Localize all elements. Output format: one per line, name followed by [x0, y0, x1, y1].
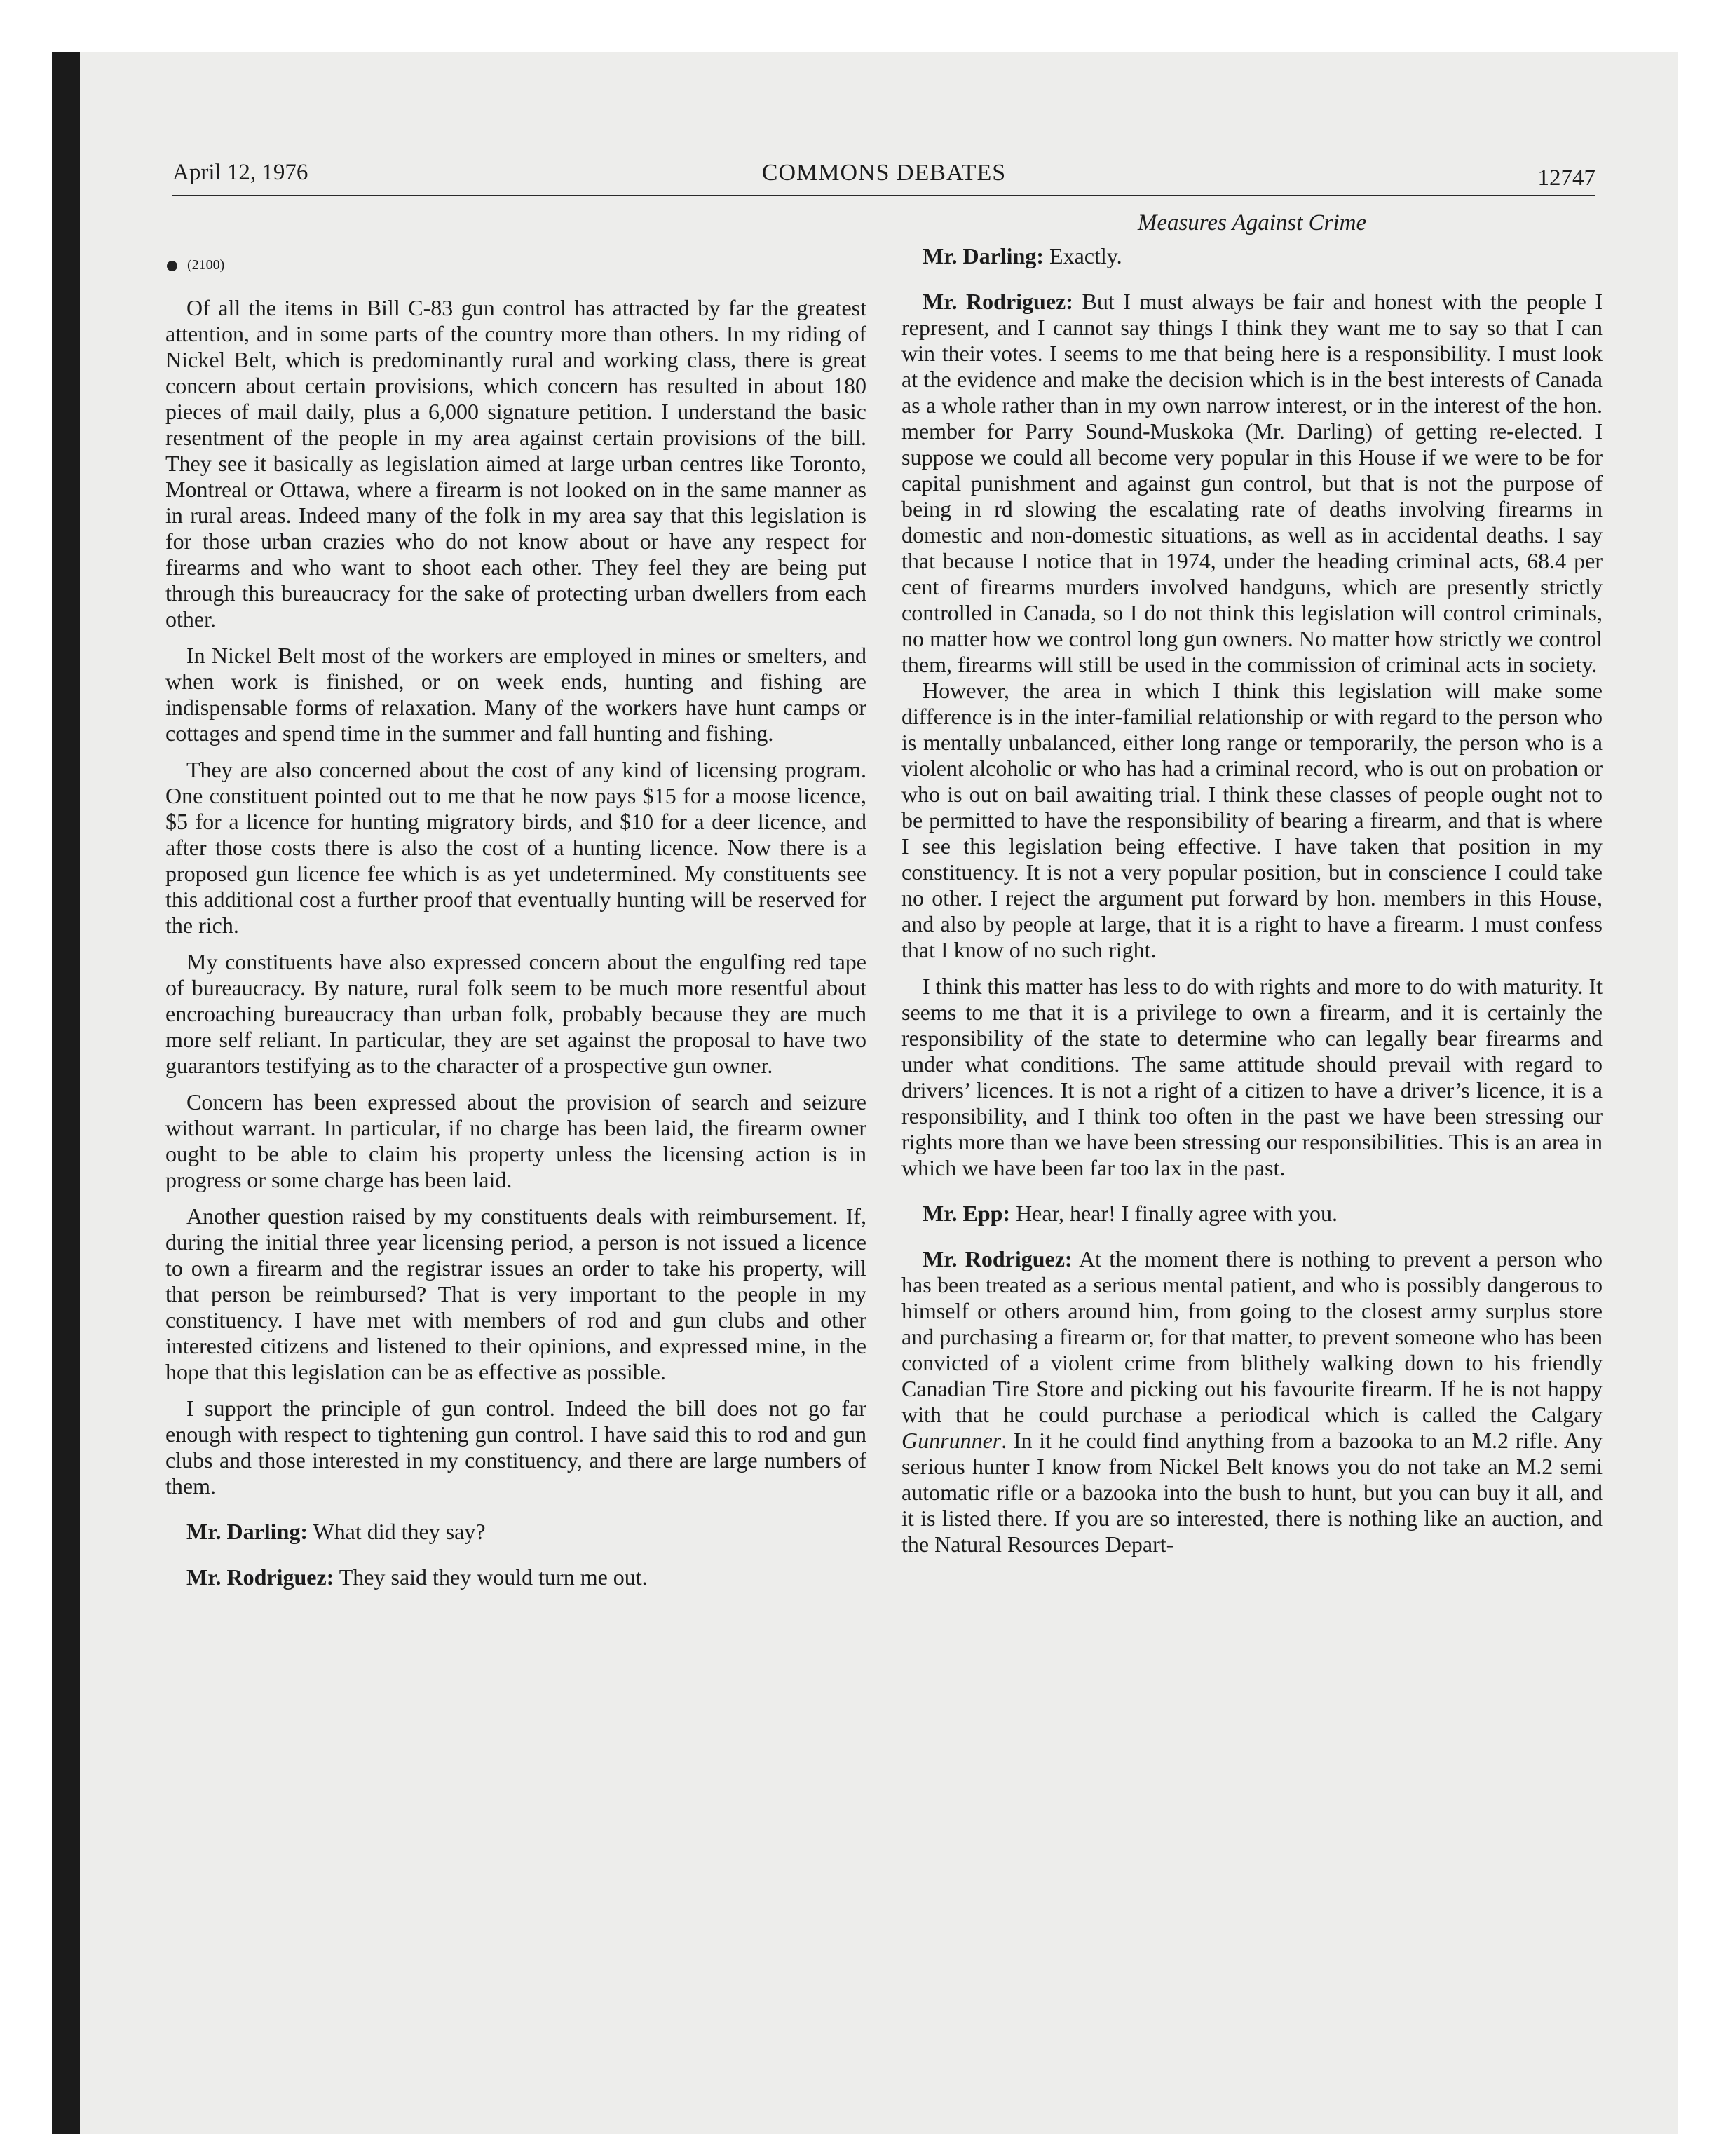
right-column — [901, 210, 1603, 1557]
speaker-name: Mr. Rodriguez: — [923, 289, 1073, 314]
paragraph: They are also concerned about the cost of any kind of licensing program. One constituent pointed out to me that he now pays $15 for a moose licence, $5 for a licence for hunting migratory birds, and $10 for a deer licence, and after those costs there is also the cost of a hunting licence. Now there is a proposed gun licence fee which is as yet undetermined. My constituents see this additional cost a further proof that eventually hunting will be reserved for the rich. — [165, 757, 866, 938]
speaker-name: Mr. Rodriguez: — [186, 1564, 334, 1590]
speech-text: At the moment there is nothing to prevent a person who has been treated as a serious mental patient, and who is possibly dangerous to himself or others around him, from going to the closest army surplus store and purchasing a firearm or, for that matter, to prevent someone who has been convicted of a violent crime from blithely walking down to his friendly Canadian Tire Store and picking out his favourite firearm. If he is not happy with that he could purchase a periodical which is called the Calgary — [901, 1246, 1603, 1427]
section-title: Measures Against Crime — [1137, 210, 1367, 236]
paragraph: In Nickel Belt most of the workers are employed in mines or smelters, and when work is finished, or on week ends, hunting and fishing are indispensable forms of relaxation. Many of the workers have hunt camps or cottages and spend time in the summer and fall hunting and fishing. — [165, 643, 866, 746]
paragraph: Of all the items in Bill C-83 gun control has attracted by far the greatest attention, and in some parts of the country more than others. In my riding of Nickel Belt, which is predominantly rural and working class, there is great concern about certain provisions, which concern has resulted in about 180 pieces of mail daily, plus a 6,000 signature petition. I understand the basic resentment of the people in my area against certain provisions of the bill. They see it basically as legislation aimed at large urban centres like Toronto, Montreal or Ottawa, where a firearm is not looked on in the same manner as in rural areas. Indeed many of the folk in my area say that this legislation is for those urban crazies who do not know about or have any respect for firearms and who want to shoot each other. They feel they are being put through this bureaucracy for the sake of protecting urban dwellers from each other. — [165, 295, 866, 632]
paragraph: My constituents have also expressed concern about the engulfing red tape of bureaucracy. By nature, rural folk seem to be much more resentful about encroaching bureaucracy than urban folk, probably because they are much more self reliant. In particular, they are set against the proposal to have two guarantors testifying as to the character of a prospective gun owner. — [165, 949, 866, 1078]
speaker-name: Mr. Darling: — [186, 1519, 308, 1544]
header-title: COMMONS DEBATES — [761, 160, 1007, 186]
header-date: April 12, 1976 — [172, 160, 308, 185]
left-column — [165, 210, 866, 1590]
paragraph: I think this matter has less to do with rights and more to do with maturity. It seems to me that it is a privilege to own a firearm, and it is certainly the responsibility of the state to determine who can legally bear firearms and under what conditions. The same attitude should prevail with regard to drivers’ licences. It is not a right of a citizen to have a driver’s licence, it is a responsibility, and I think too often in the past we have been stressing our rights more than we have been stressing our responsibilities. This is an area in which we have been far too lax in the past. — [901, 974, 1603, 1180]
speech-text: Hear, hear! I finally agree with you. — [1016, 1201, 1338, 1226]
speaker-name: Mr. Rodriguez: — [923, 1246, 1073, 1271]
time-marker-text: (2100) — [187, 257, 225, 273]
speech-epp — [901, 1201, 1603, 1227]
speech-darling — [901, 243, 1603, 269]
header-page-number: 12747 — [1537, 165, 1595, 191]
paragraph: Another question raised by my constituents deals with reimbursement. If, during the initial three year licensing period, a person is not issued a licence to own a firearm and the registrar issues an order to take his property, will that person be reimbursed? That is very important to the people in my constituency. I have met with members of rod and gun clubs and other interested citizens and listened to their opinions, and expressed mine, in the hope that this legislation can be as effective as possible. — [165, 1203, 866, 1384]
speech-rodriguez — [901, 289, 1603, 678]
speech-text: Exactly. — [1049, 243, 1122, 268]
speaker-name: Mr. Epp: — [923, 1201, 1011, 1226]
speech-text: They said they would turn me out. — [339, 1564, 648, 1590]
speech-rodriguez — [165, 1564, 866, 1590]
binding-edge — [52, 52, 80, 2134]
time-marker — [167, 252, 866, 278]
bullet-icon — [167, 261, 177, 271]
periodical-title: Gunrunner — [901, 1428, 1002, 1453]
speaker-name: Mr. Darling: — [923, 243, 1045, 268]
paragraph: I support the principle of gun control. Indeed the bill does not go far enough with respect to tightening gun control. I have said this to rod and gun clubs and those interested in my constituency, and there are large numbers of them. — [165, 1396, 866, 1499]
page-header — [172, 160, 1595, 196]
paragraph: Concern has been expressed about the provision of search and seizure without warrant. In particular, if no charge has been laid, the firearm owner ought to be able to claim his property unless the licensing action is in progress or some charge has been laid. — [165, 1089, 866, 1192]
speech-text: What did they say? — [313, 1519, 486, 1544]
speech-text: But I must always be fair and honest with the people I represent, and I cannot say things I think they want me to say so that I can win their votes. I seems to me that being here is a responsibility. I must look at the evidence and make the decision which is in the best interests of Canada as a whole rather than in my own narrow interest, or in the interest of the hon. member for Parry Sound-Muskoka (Mr. Darling) of getting re-elected. I suppose we could all become very popular in this House if we were to be for capital punishment and against gun control, but that is not the purpose of being in rd slowing the escalating rate of deaths involving firearms in domestic and non-domestic situations, as well as in accidental deaths. I say that because I notice that in 1974, under the heading criminal acts, 68.4 per cent of firearms murders involved handguns, which are presently strictly controlled in Canada, so I do not think this legislation will control criminals, no matter how we control long gun owners. No matter how strictly we control them, firearms will still be used in the commission of criminal acts in society. — [901, 289, 1603, 677]
speech-text: . In it he could find anything from a bazooka to an M.2 rifle. Any serious hunter I know from Nickel Belt knows you do not take an M.2 semi automatic rifle or a bazooka into the bush to hunt, but you can buy it all, and it is listed there. If you are so interested, there is nothing like an auction, and the Natural Resources Depart- — [901, 1428, 1603, 1557]
speech-darling — [165, 1519, 866, 1545]
speech-rodriguez — [901, 1246, 1603, 1557]
paragraph: However, the area in which I think this legislation will make some difference is in the inter-familial relationship or with regard to the person who is mentally unbalanced, either long range or temporarily, the person who is a violent alcoholic or who has had a criminal record, who is out on probation or who is out on bail awaiting trial. I think these classes of people ought not to be permitted to have the responsibility of bearing a firearm, and that is where I see this legislation being effective. I have taken that position in my constituency. It is not a very popular position, but in conscience I could take no other. I reject the argument put forward by hon. members in this House, and also by people at large, that it is a right to have a firearm. I must confess that I know of no such right. — [901, 678, 1603, 962]
